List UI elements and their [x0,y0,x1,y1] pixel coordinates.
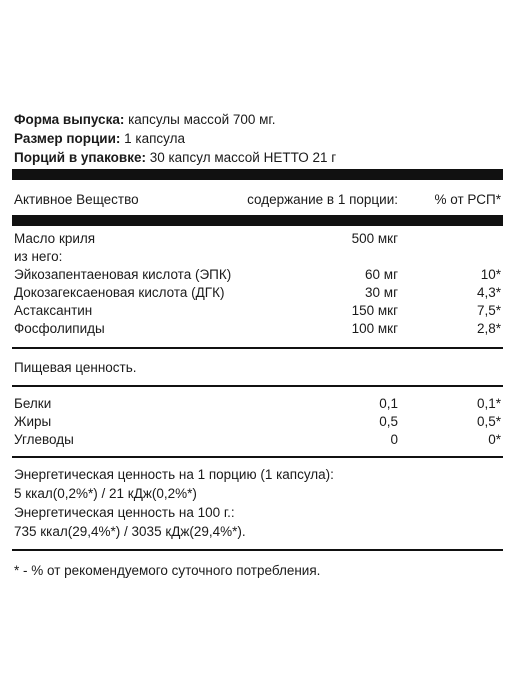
substance-name: Масло криля [14,231,96,246]
column-header-amount: содержание в 1 порции: [247,192,398,207]
nutrient-rsp: 0* [488,432,501,447]
substance-rsp: 7,5* [476,303,501,318]
footnote: * - % от рекомендуемого суточного потребления. [14,563,321,578]
substance-name: Докозагексаеновая кислота (ДГК) [14,285,225,300]
nutrient-amount: 0,1 [379,396,398,411]
serving-size-label: Размер порции: [14,131,121,146]
servings-per-pack-line [14,148,336,167]
serving-size-line [14,129,336,148]
substance-rsp: 10* [480,267,501,282]
table-row [14,301,501,320]
table-row [14,394,501,413]
nutrient-amount: 0,5 [379,414,398,429]
nutrient-name: Белки [14,396,52,411]
substance-name: из него: [14,249,63,264]
substance-amount: 150 мкг [351,303,398,318]
table-row [14,319,501,338]
table-row [14,229,501,248]
release-form-label: Форма выпуска: [14,112,125,127]
substance-name: Астаксантин [14,303,93,318]
substance-amount: 100 мкг [351,321,398,336]
table-row [14,412,501,431]
substance-name: Эйкозапентаеновая кислота (ЭПК) [14,267,232,282]
column-header-rsp: % от РСП* [434,192,501,207]
table-row [14,283,501,302]
column-header-substance: Активное Вещество [14,192,139,207]
substance-rsp: 2,8* [476,321,501,336]
product-info [14,110,336,167]
section-divider [12,385,503,387]
nutrient-rsp: 0,5* [476,414,501,429]
table-row [14,430,501,449]
top-thick-rule [12,169,503,180]
servings-per-pack-value: 30 капсул массой НЕТТО 21 г [145,150,337,165]
energy-per-100g-value: 735 ккал(29,4%*) / 3035 кДж(29,4%*). [14,524,246,539]
nutrient-amount: 0 [390,432,398,447]
nutrient-rsp: 0,1* [476,396,501,411]
table-header-row [14,190,501,209]
table-row [14,265,501,284]
nutrient-name: Жиры [14,414,52,429]
section-divider [12,456,503,458]
nutrition-title: Пищевая ценность. [14,360,137,375]
substance-rsp: 4,3* [476,285,501,300]
serving-size-value: 1 капсула [120,131,186,146]
section-divider [12,549,503,551]
servings-per-pack-label: Порций в упаковке: [14,150,146,165]
release-form-line [14,110,336,129]
substance-name: Фосфолипиды [14,321,105,336]
energy-per-serving-value: 5 ккал(0,2%*) / 21 кДж(0,2%*) [14,486,197,501]
energy-per-100g-label: Энергетическая ценность на 100 г.: [14,505,235,520]
substance-amount: 500 мкг [351,231,398,246]
substance-amount: 60 мг [365,267,398,282]
energy-per-serving-label: Энергетическая ценность на 1 порцию (1 капсула): [14,467,334,482]
substance-amount: 30 мг [365,285,398,300]
table-row [14,247,501,266]
section-divider [12,347,503,349]
nutrient-name: Углеводы [14,432,74,447]
release-form-value: капсулы массой 700 мг. [124,112,276,127]
header-thick-rule [12,215,503,226]
